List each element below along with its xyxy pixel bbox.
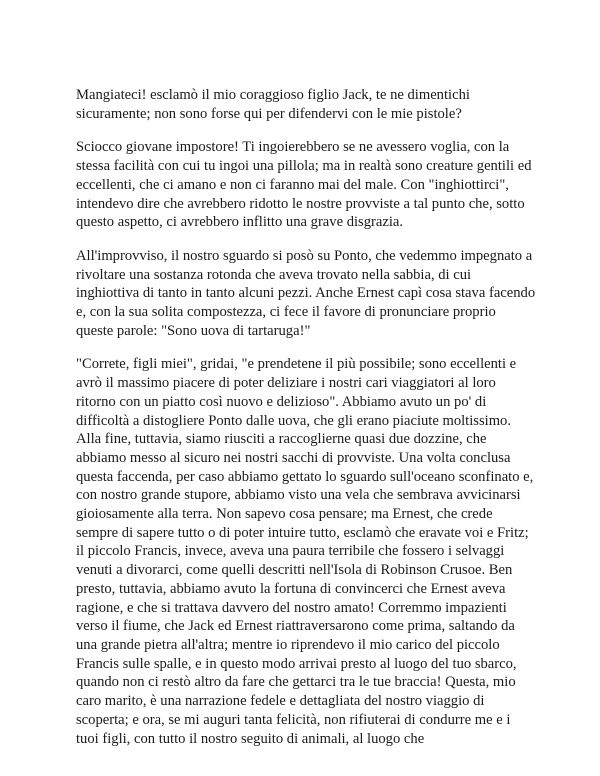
paragraph-4: "Correte, figli miei", gridai, "e prendetene il più possibile; sono eccellenti e avrò il massimo piacere di poter deliziare i nostri cari viaggiatori al loro ritorno con un piatto così nuovo e delizioso". Abbiamo avuto un po' di difficoltà a distogliere Ponto dalle uova, che gli erano piaciute moltissimo. Alla fine, tuttavia, siamo riusciti a raccoglierne quasi due dozzine, che abbiamo messo al sicuro nei nostri sacchi di provviste. Una volta conclusa questa faccenda, per caso abbiamo gettato lo sguardo sull'oceano sconfinato e, con nostro grande stupore, abbiamo visto una vela che sembrava avvicinarsi gioiosamente alla terra. Non sapevo cosa pensare; ma Ernest, che crede sempre di sapere tutto o di poter intuire tutto, esclamò che eravate voi e Fritz; il piccolo Francis, invece, aveva una paura terribile che fossero i selvaggi venuti a divorarci, come quelli descritti nell'Isola di Robinson Crusoe. Ben presto, tuttavia, abbiamo avuto la fortuna di convincerci che Ernest aveva ragione, e che si trattava davvero del nostro amato! Corremmo impazienti verso il fiume, che Jack ed Ernest riattraversarono come prima, saltando da una grande pietra all'altra; mentre io riprendevo il mio carico del piccolo Francis sulle spalle, e in questo modo arrivai presto al luogo del tuo sbarco, quando non ci restò altro da fare che gettarci tra le tue braccia! Questa, mio caro marito, è una narrazione fedele e dettagliata del nostro viaggio di scoperta; e ora, se mi auguri tanta felicità, non rifiuterai di condurre me e i tuoi figli, con tutto il nostro seguito di animali, al luogo che bbox=[76, 356, 534, 747]
paragraph-3: All'improvviso, il nostro sguardo si posò su Ponto, che vedemmo impegnato a rivoltare una sostanza rotonda che aveva trovato nella sabbia, di cui inghiottiva di tanto in tanto alcuni pezzi. Anche Ernest capì cosa stava facendo e, con la sua solita compostezza, ci fece il favore di pronunciare proprio queste parole: "Sono uova di tartaruga!" bbox=[76, 247, 536, 339]
paragraph-2: Sciocco giovane impostore! Ti ingoierebbero se ne avessero voglia, con la stessa facilità con cui tu ingoi una pillola; ma in realtà sono creature gentili ed eccellenti, che ci amano e non ci faranno mai del male. Con "inghiottirci", intendevo dire che avrebbero ridotto le nostre provviste a tal punto che, sotto questo aspetto, ci avrebbero inflitto una grave disgrazia. bbox=[76, 139, 532, 231]
paragraph-1: Mangiateci! esclamò il mio coraggioso figlio Jack, te ne dimentichi sicuramente; non sono forse qui per difendervi con le mie pistole? bbox=[76, 87, 470, 122]
